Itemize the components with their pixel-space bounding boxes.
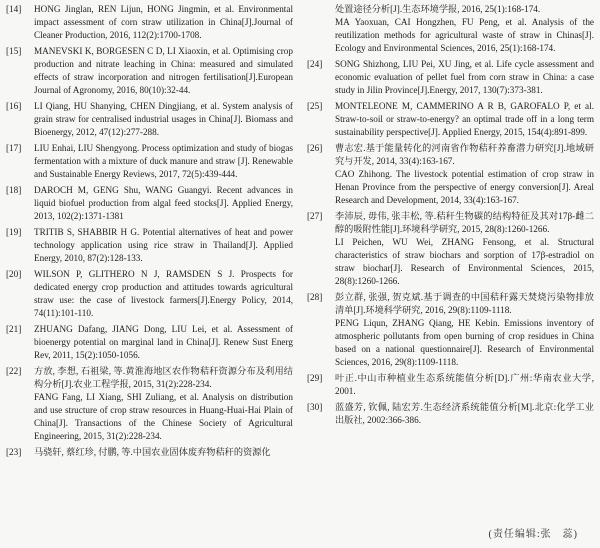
reference-text: TRITIB S, SHABBIR H G. Potential alternatives of heat and power technology application using rice straw in Thailand[J]. Applied Energy, 2010, 87(2):128-133. xyxy=(34,227,293,263)
reference-text-chinese: 处置途径分析[J].生态环境学报, 2016, 25(1):168-174. xyxy=(335,4,541,14)
reference-number: [18] xyxy=(6,185,22,195)
reference-item xyxy=(307,372,594,398)
reference-item xyxy=(307,401,594,427)
reference-item xyxy=(6,184,293,223)
reference-text: SONG Shizhong, LIU Pei, XU Jing, et al. Life cycle assessment and economic evaluation of pellet fuel from corn straw in China: a case study in Jilin Province[J].Energy, 2017, 130(7):373-381. xyxy=(335,59,594,95)
reference-text: LIU Enhai, LIU Shengyong. Process optimization and study of biogas fermentation with a mixture of duck manure and straw [J]. Renewable and Sustainable Energy Reviews, 2017, 72(5):439-444. xyxy=(34,143,293,179)
reference-number: [19] xyxy=(6,227,22,237)
reference-item xyxy=(6,142,293,181)
reference-text-chinese: 李沛辰, 毋伟, 张丰松, 等.秸秆生物碳的结构特征及其对17β-雌二醇的吸附性能[J].环境科学研究, 2015, 28(8):1260-1266. xyxy=(335,211,594,234)
reference-text-chinese: 马骁轩, 蔡红珍, 付鹏, 等.中国农业固体废弃物秸秆的资源化 xyxy=(34,447,271,457)
reference-number: [29] xyxy=(307,373,323,383)
reference-item xyxy=(6,268,293,320)
reference-number: [24] xyxy=(307,59,323,69)
reference-text-english: LI Peichen, WU Wei, ZHANG Fensong, et al. Structural characteristics of straw biochars and sorption of 17β-estradiol on straw biochar[J]. Research of Environmental Sciences, 2015, 28(8):1260-1266. xyxy=(335,237,594,286)
reference-text: MONTELEONE M, CAMMERINO A R B, GAROFALO P, et al. Straw-to-soil or straw-to-energy? an optimal trade off in a long term sustainability perspective[J]. Applied Energy, 2015, 154(4):891-899. xyxy=(335,101,594,137)
reference-number: [26] xyxy=(307,143,323,153)
reference-number: [15] xyxy=(6,46,22,56)
reference-number: [23] xyxy=(6,447,22,457)
reference-item xyxy=(307,100,594,139)
reference-number: [22] xyxy=(6,366,22,376)
reference-text-english: PENG Liqun, ZHANG Qiang, HE Kebin. Emissions inventory of atmospheric pollutants from open burning of crop residues in China based on a national questionnaire[J]. Research of Environmental Sciences, 2016, 29(8):1109-1118. xyxy=(335,318,594,367)
reference-item xyxy=(6,446,293,459)
reference-text-chinese: 彭立群, 张强, 贺克斌.基于调查的中国秸秆露天焚烧污染物排放清单[J].环境科学研究, 2016, 29(8):1109-1118. xyxy=(335,292,594,315)
reference-text-english: CAO Zhihong. The livestock potential estimation of crop straw in Henan Province from the perspective of energy conversion[J]. Areal Research and Development, 2014, 33(4):163-167. xyxy=(335,169,594,205)
reference-number: [16] xyxy=(6,101,22,111)
reference-number: [17] xyxy=(6,143,22,153)
reference-number: [27] xyxy=(307,211,323,221)
reference-item xyxy=(6,323,293,362)
reference-item xyxy=(6,3,293,42)
reference-item xyxy=(307,210,594,288)
reference-text: ZHUANG Dafang, JIANG Dong, LIU Lei, et al. Assessment of bioenergy potential on marginal land in China[J]. Renew Sust Energ Rev, 2011, 15(2):1050-1056. xyxy=(34,324,293,360)
reference-number: [21] xyxy=(6,324,22,334)
references-right-column xyxy=(307,3,594,548)
reference-number: [25] xyxy=(307,101,323,111)
reference-text-english: MA Yaoxuan, CAI Hongzhen, FU Peng, et al. Analysis of the reutilization methods for agricultural waste of straw in Chinas[J]. Ecology and Environmental Sciences, 2016, 25(1):168-174. xyxy=(335,17,594,53)
reference-text: LI Qiang, HU Shanying, CHEN Dingjiang, et al. System analysis of grain straw for centralised industrial usages in China[J]. Biomass and Bioenergy, 2012, 47(12):277-288. xyxy=(34,101,293,137)
reference-item xyxy=(307,142,594,207)
reference-text-english: FANG Fang, LI Xiang, SHI Zuliang, et al. Analysis on distribution and use structure of crop straw resources in Huang-Huai-Hai Plain of China[J]. Transactions of the Chinese Society of Agricultural Engineering, 2015, 31(2):228-234. xyxy=(34,392,293,441)
reference-number: [30] xyxy=(307,402,323,412)
reference-text-chinese: 方放, 李想, 石祖梁, 等.黄淮海地区农作物秸秆资源分布及利用结构分析[J].农业工程学报, 2015, 31(2):228-234. xyxy=(34,366,293,389)
reference-text-chinese: 蓝盛芳, 钦佩, 陆宏芳.生态经济系统能值分析[M].北京:化学工业出版社, 2002:366-386. xyxy=(335,402,594,425)
reference-item xyxy=(307,58,594,97)
reference-number: [14] xyxy=(6,4,22,14)
reference-text: WILSON P, GLITHERO N J, RAMSDEN S J. Prospects for dedicated energy crop production and attitudes towards agricultural straw use: the case of livestock farmers[J].Energy Policy, 2014, 74(11):101-110. xyxy=(34,269,293,318)
reference-text-chinese: 叶正.中山市种植业生态系统能值分析[D].广州:华南农业大学, 2001. xyxy=(335,373,594,396)
reference-item xyxy=(307,291,594,369)
reference-item xyxy=(6,45,293,97)
reference-text: HONG Jinglan, REN Lijun, HONG Jingmin, et al. Environmental impact assessment of corn straw utilization in China[J].Journal of Cleaner Production, 2016, 112(2):1700-1708. xyxy=(34,4,293,40)
reference-item xyxy=(6,365,293,443)
reference-text: DAROCH M, GENG Shu, WANG Guangyi. Recent advances in liquid biofuel production from algal feed stocks[J]. Applied Energy, 2013, 102(2):1371-1381 xyxy=(34,185,293,221)
reference-item xyxy=(6,100,293,139)
reference-number: [20] xyxy=(6,269,22,279)
reference-text-chinese: 曹志宏.基于能量转化的河南省作物秸秆养畜潜力研究[J].地域研究与开发, 2014, 33(4):163-167. xyxy=(335,143,594,166)
references-left-column xyxy=(6,3,293,548)
reference-item xyxy=(6,226,293,265)
reference-item-continued xyxy=(307,3,594,55)
editor-note: (责任编辑:张 蕊) xyxy=(488,529,578,540)
reference-number: [28] xyxy=(307,292,323,302)
reference-text: MANEVSKI K, BORGESEN C D, LI Xiaoxin, et al. Optimising crop production and nitrate leaching in China: measured and simulated effects of straw incorporation and nitrogen fertilisation[J].European Journal of Agronomy, 2016, 80(10):32-44. xyxy=(34,46,293,95)
